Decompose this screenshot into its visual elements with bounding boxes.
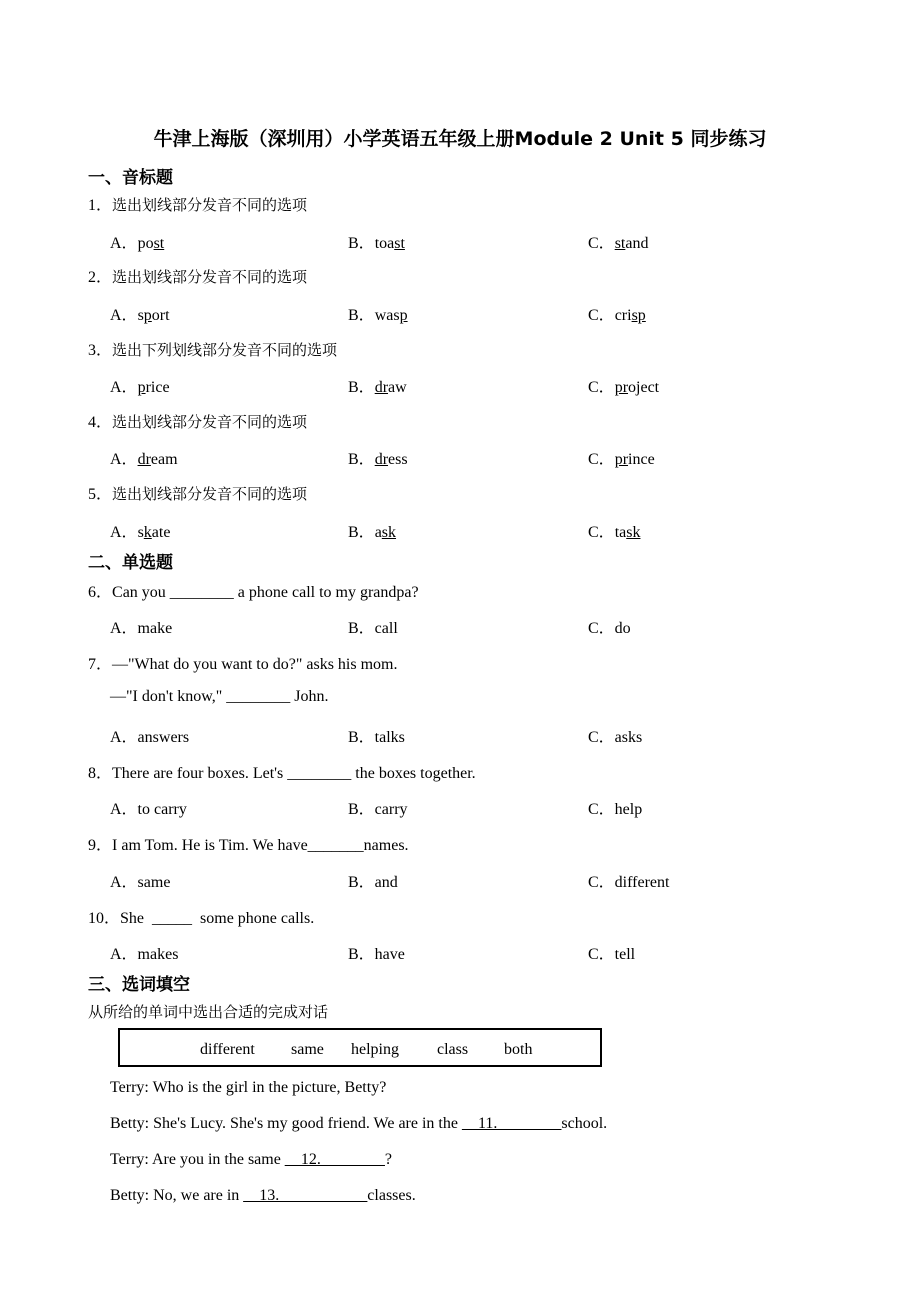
q4-option-a[interactable]: A．dream: [110, 451, 178, 468]
q8-option-a[interactable]: A．to carry: [110, 801, 187, 818]
q2-option-c[interactable]: C．crisp: [588, 307, 646, 324]
q5-option-b[interactable]: B．ask: [348, 524, 397, 541]
question-text: 选出划线部分发音不同的选项: [112, 485, 308, 503]
blank-12[interactable]: __12.________: [284, 1151, 385, 1168]
question-8: 8．There are four boxes. Let's ________ the boxes together.: [88, 765, 476, 782]
question-number: 3．: [88, 342, 113, 359]
q6-option-b[interactable]: B．call: [348, 620, 398, 637]
question-7: 7．—"What do you want to do?" asks his mom.: [88, 656, 398, 673]
word-bank-item: same: [291, 1041, 324, 1058]
q10-option-b[interactable]: B．have: [348, 946, 405, 963]
question-2: [88, 264, 307, 287]
q9-option-a[interactable]: A．same: [110, 874, 171, 891]
question-number: 5．: [88, 486, 113, 503]
q7-option-c[interactable]: C．asks: [588, 729, 643, 746]
dialogue-line-3: Terry: Are you in the same __12.________?: [110, 1151, 392, 1168]
q5-option-a[interactable]: A．skate: [110, 524, 171, 541]
section-heading-word-fill: 三、选词填空: [88, 975, 190, 995]
q4-option-c[interactable]: C．prince: [588, 451, 655, 468]
word-bank-item: different: [200, 1041, 255, 1058]
question-number: 4．: [88, 414, 113, 431]
q8-option-c[interactable]: C．help: [588, 801, 643, 818]
dialogue-line-2: Betty: She's Lucy. She's my good friend. We are in the __11.________school.: [110, 1115, 608, 1132]
q1-option-c[interactable]: C．stand: [588, 235, 649, 252]
question-1: [88, 192, 307, 215]
word-bank: [118, 1028, 602, 1067]
word-bank-item: class: [437, 1041, 469, 1058]
q3-option-a[interactable]: A．price: [110, 379, 170, 396]
question-3: [88, 337, 337, 360]
q9-option-c[interactable]: C．different: [588, 874, 670, 891]
question-4: [88, 409, 307, 432]
q3-option-c[interactable]: C．project: [588, 379, 660, 396]
q5-option-c[interactable]: C．task: [588, 524, 641, 541]
q1-option-a[interactable]: A．post: [110, 235, 165, 252]
question-text: 选出划线部分发音不同的选项: [112, 413, 308, 431]
q4-option-b[interactable]: B．dress: [348, 451, 408, 468]
question-text: 选出划线部分发音不同的选项: [112, 196, 308, 214]
question-5: [88, 481, 307, 504]
q10-option-a[interactable]: A．makes: [110, 946, 179, 963]
question-10: 10．She _____ some phone calls.: [88, 910, 315, 927]
q6-option-a[interactable]: A．make: [110, 620, 173, 637]
question-number: 1．: [88, 197, 113, 214]
question-number: 2．: [88, 269, 113, 286]
blank-13[interactable]: __13.___________: [243, 1187, 368, 1204]
word-bank-item: helping: [351, 1041, 399, 1058]
question-text: 选出划线部分发音不同的选项: [112, 268, 308, 286]
q1-option-b[interactable]: B．toast: [348, 235, 405, 252]
section-heading-phonics: 一、音标题: [88, 168, 173, 188]
q9-option-b[interactable]: B．and: [348, 874, 398, 891]
q2-option-a[interactable]: A．sport: [110, 307, 170, 324]
blank-11[interactable]: __11.________: [461, 1115, 562, 1132]
section-instruction: 从所给的单词中选出合适的完成对话: [88, 1003, 329, 1021]
section-heading-single-choice: 二、单选题: [88, 553, 173, 573]
question-7-line-2: —"I don't know," ________ John.: [110, 688, 329, 705]
q7-option-b[interactable]: B．talks: [348, 729, 405, 746]
question-9: 9．I am Tom. He is Tim. We have_______names.: [88, 837, 409, 854]
dialogue-line-4: Betty: No, we are in __13.___________classes.: [110, 1187, 416, 1204]
q2-option-b[interactable]: B．wasp: [348, 307, 408, 324]
q3-option-b[interactable]: B．draw: [348, 379, 407, 396]
dialogue-line-1: Terry: Who is the girl in the picture, Betty?: [110, 1079, 387, 1096]
page-title: 牛津上海版（深圳用）小学英语五年级上册Module 2 Unit 5 同步练习: [153, 128, 767, 150]
question-6: 6．Can you ________ a phone call to my grandpa?: [88, 584, 419, 601]
q7-option-a[interactable]: A．answers: [110, 729, 190, 746]
question-text: 选出下列划线部分发音不同的选项: [112, 341, 338, 359]
q10-option-c[interactable]: C．tell: [588, 946, 636, 963]
q6-option-c[interactable]: C．do: [588, 620, 631, 637]
q8-option-b[interactable]: B．carry: [348, 801, 408, 818]
word-bank-item: both: [504, 1041, 533, 1058]
